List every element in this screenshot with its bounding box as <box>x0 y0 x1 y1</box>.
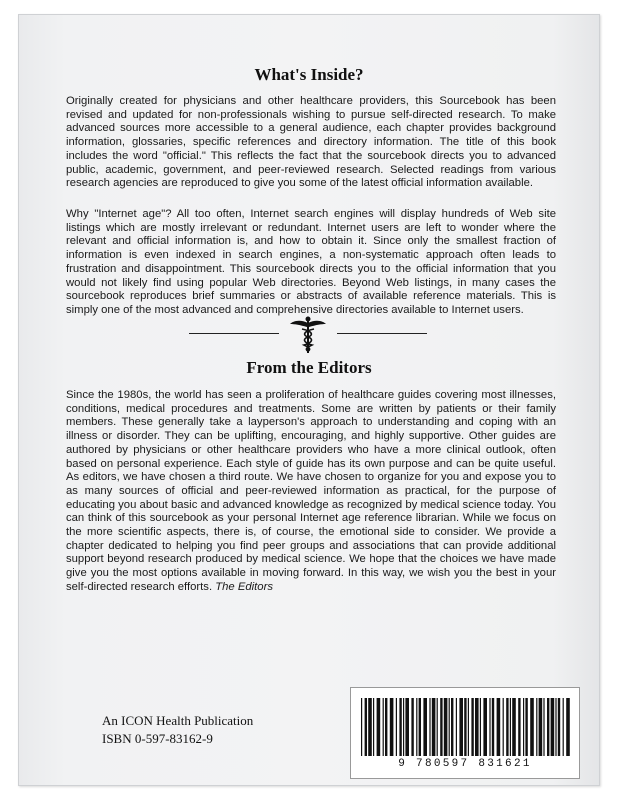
barcode-bars <box>357 698 573 756</box>
barcode-bar <box>444 698 448 756</box>
editors-text: Since the 1980s, the world has seen a proliferation of healthcare guides covering most illnesses, conditions, medical procedures and treatments. Some are written by patients or their family members. These generally take a layperson's approach to understanding and coping with an illness or disorder. They can be uplifting, encouraging, and highly supportive. Other guides are authored by physicians or other healthcare providers who have a more clinical outlook, often based on personal experience. Each style of guide has its own purpose and can be quite useful. As editors, we have chosen a third route. We have chosen to organize for you and expose you to as many sources of official and peer-reviewed information as practical, for the purpose of educating you about basic and advanced knowledge as recognized by medical science today. You can think of this sourcebook as your personal Internet age reference librarian. While we focus on the more scientific aspects, there is, of course, the emotional side to consider. We provide a chapter dedicated to helping you find peer groups and associations that can provide additional support beyond research produced by medical science. We hope that the choices we have made give you the most options available in moving forward. In this way, we wish you the best in your self-directed research efforts. <box>66 389 556 593</box>
barcode-bar <box>471 698 473 756</box>
barcode-bar <box>547 698 549 756</box>
barcode-bar <box>503 698 504 756</box>
barcode-bar <box>361 698 362 756</box>
barcode-bar <box>456 698 457 756</box>
barcode-bar <box>475 698 479 756</box>
editors-signature: The Editors <box>215 580 273 593</box>
barcode-bar <box>383 698 384 756</box>
isbn-text: ISBN 0-597-83162-9 <box>102 731 213 746</box>
barcode-bar <box>483 698 487 756</box>
barcode-bar <box>399 698 401 756</box>
barcode-bar <box>459 698 463 756</box>
barcode-bar <box>497 698 501 756</box>
barcode-bar <box>423 698 427 756</box>
barcode-bar <box>566 698 570 756</box>
paragraph-editors <box>66 389 556 595</box>
barcode-bar <box>489 698 490 756</box>
barcode-bar <box>390 698 394 756</box>
section-heading-from-editors: From the Editors <box>246 358 372 377</box>
barcode-bar <box>429 698 430 756</box>
barcode-digits: 9 780597 831621 <box>398 758 532 770</box>
barcode-bar <box>480 698 481 756</box>
divider-right <box>337 333 427 334</box>
barcode-bar <box>419 698 421 756</box>
barcode-bar <box>563 698 564 756</box>
barcode-bar <box>411 698 413 756</box>
barcode-bar <box>405 698 409 756</box>
barcode-bar <box>506 698 508 756</box>
paragraph-intro: Originally created for physicians and other healthcare providers, this Sourcebook has been revised and updated for non-professionals wishing to pursue self-directed research. To make advanced sources more accessible to a general audience, each chapter provides background information, glossaries, specific references and directory information. The title of this book includes the word "official." This reflects the fact that the sourcebook directs you to advanced public, academic, government, and peer-reviewed research. Selected readings from various research agencies are reproduced to give you some of the latest official information available. <box>66 95 556 190</box>
barcode-bar <box>377 698 381 756</box>
barcode-bar <box>464 698 466 756</box>
barcode-bar <box>365 698 367 756</box>
barcode-bar <box>492 698 494 756</box>
publisher-name: An ICON Health Publication <box>102 713 254 728</box>
paragraph-internet-age: Why "Internet age"? All too often, Internet search engines will display hundreds of Web site listings which are mostly irrelevant or redundant. Internet users are left to wonder where the relevant and official information is, and how to obtain it. Since only the smallest fraction of information is even indexed in search engines, a non-systematic approach often leads to frustration and disappointment. This sourcebook directs you to the official information that you would not likely find using popular Web directories. Beyond Web listings, in many cases the sourcebook reproduces brief summaries or abstracts of available reference materials. This is simply one of the most advanced and comprehensive directories available to Internet users. <box>66 208 556 316</box>
barcode-bar <box>437 698 438 756</box>
section-heading-whats-inside: What's Inside? <box>254 65 364 84</box>
barcode-bar <box>558 698 560 756</box>
barcode-bar <box>451 698 453 756</box>
barcode-bar <box>536 698 537 756</box>
barcode-bar <box>555 698 556 756</box>
barcode-bar <box>525 698 527 756</box>
barcode-bar <box>523 698 524 756</box>
barcode-bar <box>396 698 397 756</box>
barcode-bar <box>432 698 436 756</box>
caduceus-icon <box>288 315 328 355</box>
barcode-bar <box>373 698 374 756</box>
divider-left <box>189 333 279 334</box>
barcode-bar <box>403 698 404 756</box>
barcode-bar <box>518 698 520 756</box>
barcode-bar <box>551 698 555 756</box>
back-cover <box>18 14 600 786</box>
barcode <box>350 687 580 779</box>
barcode-bar <box>510 698 511 756</box>
barcode-bar <box>416 698 417 756</box>
barcode-bar <box>468 698 469 756</box>
barcode-bar <box>543 698 544 756</box>
barcode-bar <box>512 698 516 756</box>
barcode-bar <box>368 698 372 756</box>
barcode-bar <box>385 698 387 756</box>
barcode-bar <box>530 698 534 756</box>
barcode-bar <box>440 698 442 756</box>
barcode-bar <box>449 698 450 756</box>
barcode-bar <box>539 698 543 756</box>
